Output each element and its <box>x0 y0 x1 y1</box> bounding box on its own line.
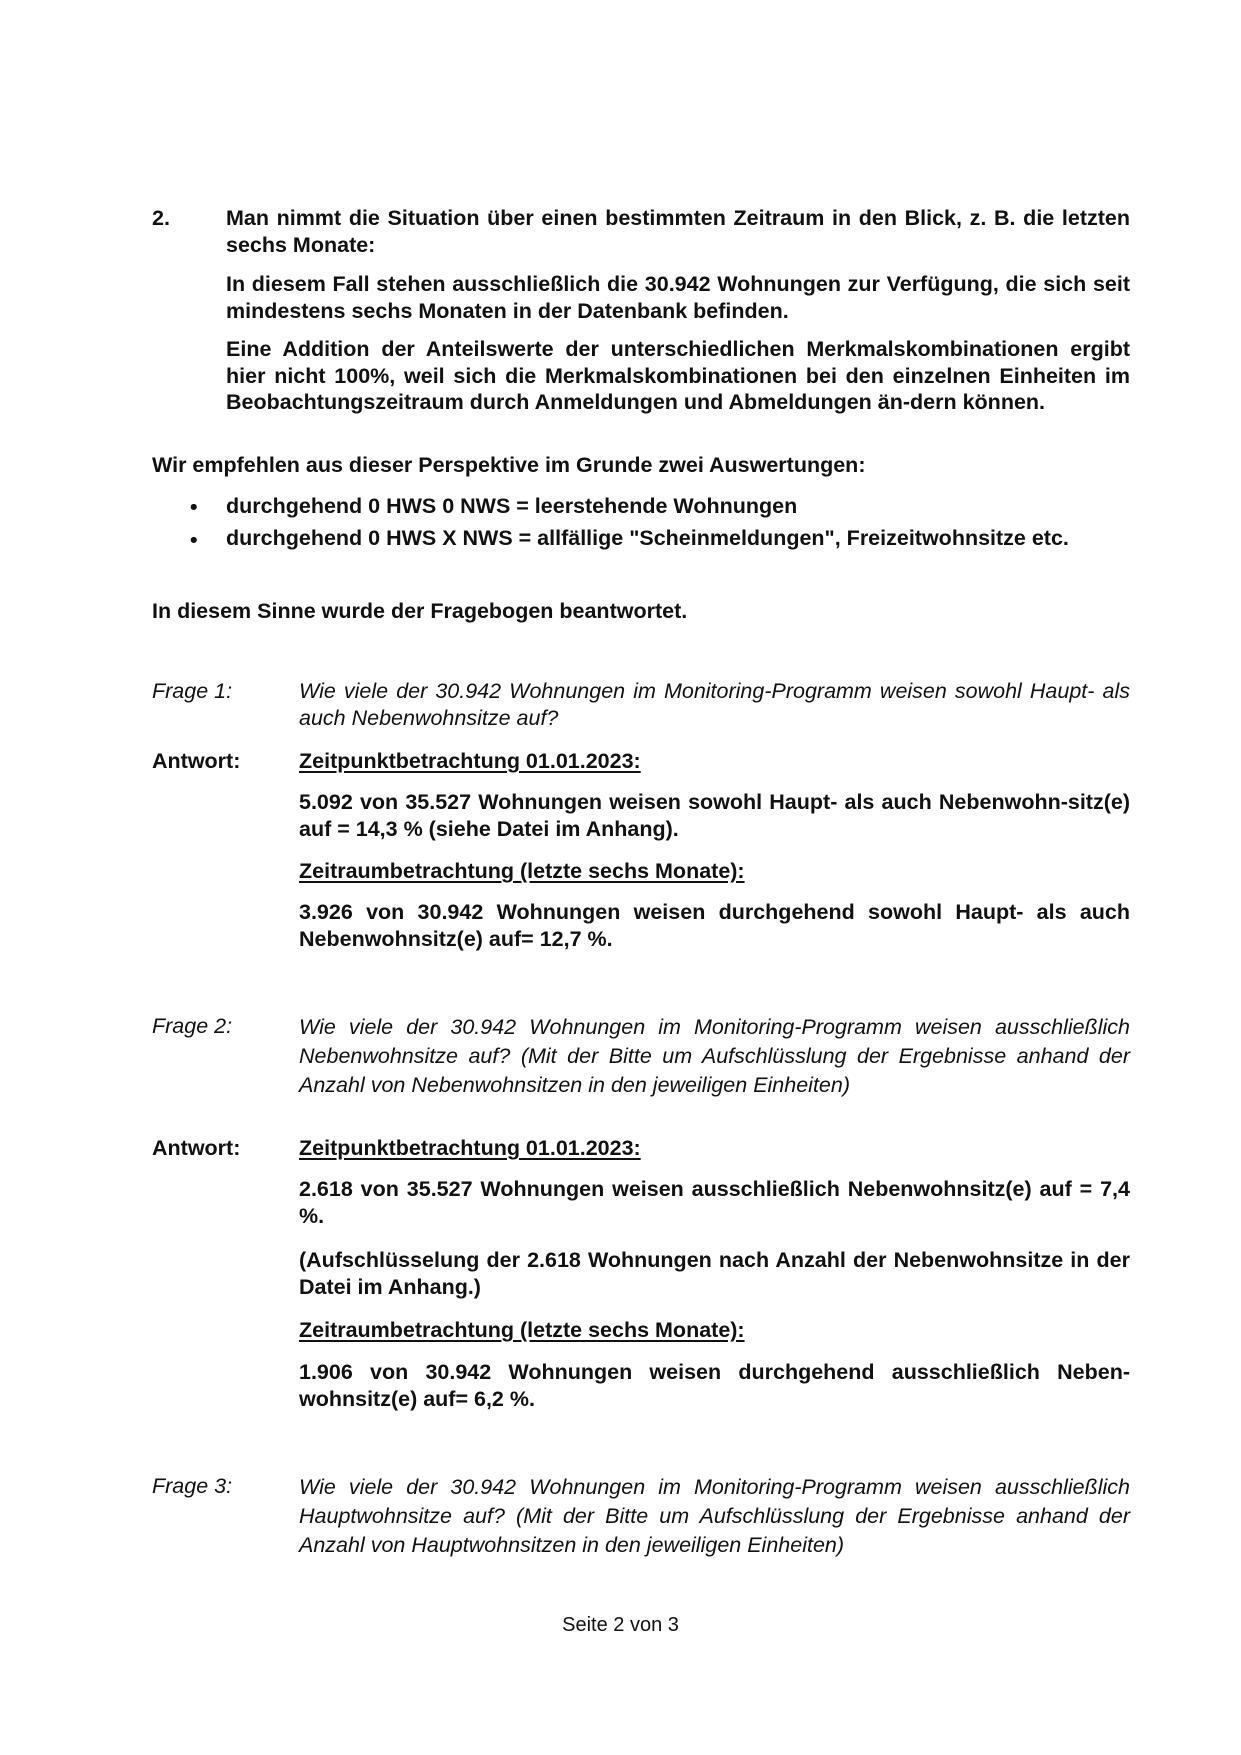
question-text: Wie viele der 30.942 Wohnungen im Monitoring-Programm weisen ausschließlich Nebenwohnsitze auf? (Mit der Bitte um Aufschlüsslung der Ergebnisse anhand der Anzahl von Nebenwohnsitzen in den jeweiligen Einheiten) <box>299 1015 1130 1097</box>
section-paragraph-1: In diesem Fall stehen ausschließlich die 30.942 Wohnungen zur Verfügung, die sich seit mindestens sechs Monaten in der Datenbank befinden. <box>226 272 1130 323</box>
answer-heading: Zeitraumbetrachtung (letzte sechs Monate): <box>299 1318 745 1342</box>
page-footer: Seite 2 von 3 <box>562 1614 679 1636</box>
answer-text: 2.618 von 35.527 Wohnungen weisen ausschließlich Nebenwohnsitz(e) auf = 7,4 %. <box>299 1177 1130 1228</box>
question-label: Frage 3: <box>152 1474 233 1498</box>
bullet-item: durchgehend 0 HWS X NWS = allfällige "Scheinmeldungen", Freizeitwohnsitze etc. <box>226 526 1069 550</box>
answer-heading: Zeitraumbetrachtung (letzte sechs Monate): <box>299 859 745 883</box>
answer-heading: Zeitpunktbetrachtung 01.01.2023: <box>299 1136 641 1160</box>
section-paragraph-2: Eine Addition der Anteilswerte der unterschiedlichen Merkmalskombinationen ergibt hier nicht 100%, weil sich die Merkmalskombinationen bei den einzelnen Einheiten im Beobachtungszeitraum durch Anmeldungen und Abmeldungen än-dern können. <box>226 337 1130 414</box>
question-label: Frage 2: <box>152 1014 233 1038</box>
section-number: 2. <box>152 206 170 230</box>
summary-text: In diesem Sinne wurde der Fragebogen beantwortet. <box>152 599 688 623</box>
bullet-marker: • <box>190 495 198 519</box>
question-label: Frage 1: <box>152 679 233 703</box>
answer-label: Antwort: <box>152 749 241 773</box>
answer-label: Antwort: <box>152 1136 241 1160</box>
section-intro: Man nimmt die Situation über einen bestimmten Zeitraum in den Blick, z. B. die letzten sechs Monate: <box>226 206 1130 257</box>
answer-text: (Aufschlüsselung der 2.618 Wohnungen nach Anzahl der Nebenwohnsitze in der Datei im Anhang.) <box>299 1248 1130 1299</box>
answer-text: 3.926 von 30.942 Wohnungen weisen durchgehend sowohl Haupt- als auch Nebenwohnsitz(e) auf= 12,7 %. <box>299 900 1130 951</box>
answer-text: 1.906 von 30.942 Wohnungen weisen durchgehend ausschließlich Neben-wohnsitz(e) auf= 6,2 %. <box>299 1360 1130 1411</box>
question-text: Wie viele der 30.942 Wohnungen im Monitoring-Programm weisen sowohl Haupt- als auch Nebenwohnsitze auf? <box>299 679 1130 730</box>
recommendation-text: Wir empfehlen aus dieser Perspektive im Grunde zwei Auswertungen: <box>152 453 866 477</box>
answer-text: 5.092 von 35.527 Wohnungen weisen sowohl Haupt- als auch Nebenwohn-sitz(e) auf = 14,3 % (siehe Datei im Anhang). <box>299 790 1130 841</box>
question-text: Wie viele der 30.942 Wohnungen im Monitoring-Programm weisen ausschließlich Hauptwohnsitze auf? (Mit der Bitte um Aufschlüsslung der Ergebnisse anhand der Anzahl von Hauptwohnsitzen in den jeweiligen Einheiten) <box>299 1475 1130 1557</box>
bullet-item: durchgehend 0 HWS 0 NWS = leerstehende Wohnungen <box>226 494 798 518</box>
bullet-marker: • <box>190 528 198 552</box>
answer-heading: Zeitpunktbetrachtung 01.01.2023: <box>299 749 641 773</box>
